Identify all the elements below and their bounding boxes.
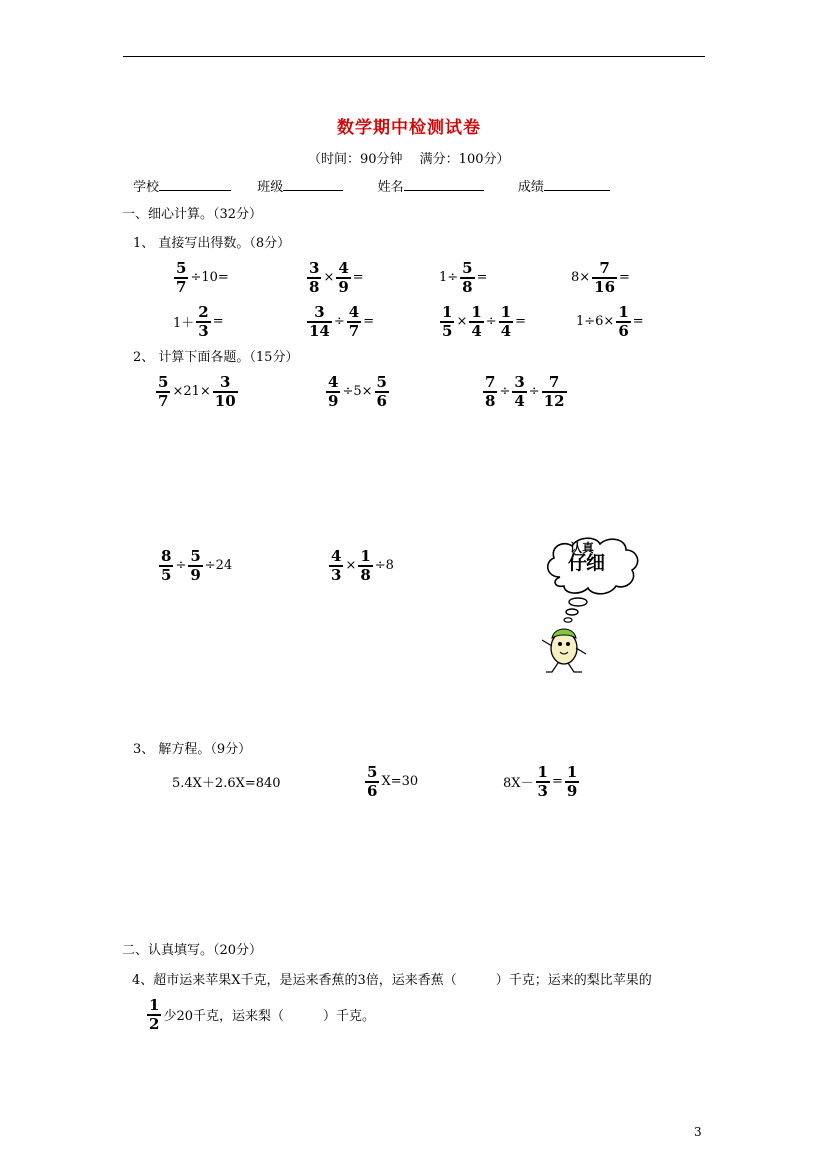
fraction-term: 3	[314, 303, 325, 321]
fraction	[499, 304, 513, 340]
expression-text: ×	[456, 314, 468, 330]
fraction	[365, 764, 379, 800]
expression-text: ×21×	[172, 384, 211, 400]
fraction-term: 5	[376, 373, 387, 391]
fraction-term: 4	[500, 321, 512, 340]
fraction-term: 6	[618, 321, 629, 340]
fraction-term: 3	[514, 373, 525, 391]
expression-text: ×	[323, 270, 335, 286]
fraction-term: 4	[331, 547, 342, 565]
fraction	[536, 764, 550, 800]
fraction-term: 5	[161, 565, 172, 584]
fraction	[483, 374, 497, 410]
fraction-term: 8	[462, 277, 473, 296]
expression-text: 1＋	[173, 316, 195, 332]
fraction-term: 7	[348, 321, 360, 340]
fraction	[565, 764, 579, 800]
fraction-term: 2	[198, 303, 209, 321]
q1-expr-5	[172, 304, 225, 340]
expression-text: =	[476, 270, 488, 286]
fraction-term: 3	[537, 781, 548, 800]
fraction	[307, 260, 321, 296]
q4-line-2	[146, 997, 376, 1033]
expression-text: ÷	[485, 314, 497, 330]
field-score-label: 成绩	[517, 180, 544, 195]
expression-text: X=30	[381, 774, 419, 790]
fraction	[188, 548, 202, 584]
fraction-term: 3	[309, 259, 320, 277]
q1-expr-3	[438, 260, 489, 296]
expression-text: =	[632, 314, 644, 330]
fraction-term: 6	[367, 781, 378, 800]
q1-expr-8	[575, 304, 645, 340]
fraction	[375, 374, 389, 410]
fraction-term: 5	[367, 763, 378, 781]
expression-text: 8X－	[503, 776, 534, 792]
expression-text: ÷24	[204, 558, 233, 574]
bubble-text-2: 认真	[570, 541, 595, 555]
field-school-label: 学校	[133, 180, 160, 195]
fraction-term: 1	[471, 303, 482, 321]
bubble-text: 仔细	[568, 552, 605, 574]
section2-heading: 二、认真填写。（20分）	[122, 943, 263, 958]
field-name-label: 姓名	[377, 180, 404, 195]
field-score-blank[interactable]	[544, 176, 610, 191]
fraction	[326, 374, 340, 410]
fraction-term: 1	[500, 303, 512, 321]
fraction-term: 1	[149, 996, 160, 1014]
q2-expr-1	[155, 374, 239, 410]
fraction-term: 8	[161, 547, 172, 565]
info-fields	[133, 176, 610, 196]
q3-expr-2	[364, 764, 419, 800]
fraction-term: 10	[214, 391, 236, 410]
fraction	[156, 374, 170, 410]
fraction-term: 5	[190, 547, 201, 565]
expression-text: ÷	[499, 384, 511, 400]
fraction-term: 9	[328, 391, 339, 410]
fraction	[592, 260, 617, 296]
field-class-label: 班级	[257, 180, 284, 195]
fraction-term: 7	[548, 373, 560, 391]
fraction	[174, 260, 188, 296]
expression-text: ×	[345, 558, 357, 574]
fraction-term: 9	[566, 781, 578, 800]
page-title: 数学期中检测试卷	[337, 118, 481, 138]
expression-text: =	[363, 314, 375, 330]
fraction-term: 1	[618, 303, 629, 321]
fraction-term: 7	[599, 259, 610, 277]
q4-line-1: 4、超市运来苹果X千克，是运来香蕉的3倍，运来香蕉（ ）千克；运来的梨比苹果的	[132, 973, 652, 988]
q1-expr-6	[306, 304, 375, 340]
fraction-term: 1	[537, 763, 548, 781]
fraction-term: 3	[198, 321, 209, 340]
q3-expr-1: 5.4X＋2.6X=840	[172, 776, 281, 791]
expression-text: 8×	[571, 270, 591, 286]
expression-text: 少20千克，运来梨（ ）千克。	[163, 1009, 375, 1025]
fraction-term: 7	[176, 277, 187, 296]
fraction-term: 5	[176, 259, 187, 277]
expression-text: =	[352, 270, 364, 286]
expression-text: ÷8	[374, 558, 394, 574]
fraction-term: 4	[338, 259, 349, 277]
fraction-term: 1	[360, 547, 371, 565]
fraction-term: 4	[471, 321, 482, 340]
expression-text: ÷	[528, 384, 540, 400]
fraction	[307, 304, 332, 340]
q2-expr-5	[328, 548, 395, 584]
fraction	[542, 374, 567, 410]
fraction-term: 5	[158, 373, 169, 391]
fraction-term: 9	[190, 565, 201, 584]
expression-text: 1÷6×	[576, 314, 615, 330]
fraction-term: 14	[309, 321, 330, 340]
exam-subtitle: （时间：90分钟 满分：100分）	[308, 152, 510, 167]
fraction-term: 6	[376, 391, 387, 410]
field-school-blank[interactable]	[159, 176, 231, 191]
fraction	[460, 260, 474, 296]
expression-text: 1÷	[439, 270, 459, 286]
fraction	[512, 374, 526, 410]
expression-text: ÷10=	[190, 270, 229, 286]
page-number: 3	[694, 1125, 702, 1139]
fraction-term: 7	[158, 391, 169, 410]
expression-text: =	[619, 270, 630, 286]
fraction-term: 4	[328, 373, 339, 391]
fraction-term: 7	[485, 373, 496, 391]
fraction-term: 5	[462, 259, 473, 277]
fraction-term: 4	[514, 391, 525, 410]
fraction-term: 9	[338, 277, 349, 296]
q3-heading: 3、 解方程。（9分）	[133, 742, 252, 757]
expression-text: =	[212, 314, 224, 330]
q1-heading: 1、 直接写出得数。（8分）	[133, 236, 291, 251]
q1-expr-4	[570, 260, 631, 296]
expression-text: =	[515, 314, 527, 330]
fraction	[440, 304, 454, 340]
fraction-term: 2	[149, 1014, 160, 1033]
header-rule	[123, 56, 705, 57]
fraction-term: 1	[566, 763, 578, 781]
fraction-term: 8	[485, 391, 496, 410]
fraction-term: 5	[442, 321, 453, 340]
expression-text: ÷	[175, 558, 187, 574]
fraction-term: 8	[309, 277, 320, 296]
fraction	[329, 548, 343, 584]
fraction	[347, 304, 361, 340]
fraction	[213, 374, 238, 410]
field-name-blank[interactable]	[404, 176, 484, 191]
q2-expr-4	[158, 548, 233, 584]
fraction	[336, 260, 350, 296]
fraction	[196, 304, 210, 340]
fraction-term: 3	[331, 565, 342, 584]
q1-expr-7	[439, 304, 527, 340]
expression-text: =	[551, 774, 563, 790]
q2-expr-2	[325, 374, 390, 410]
q3-expr-3	[502, 764, 580, 800]
q1-expr-1	[173, 260, 230, 296]
q2-heading: 2、 计算下面各题。（15分）	[133, 350, 299, 365]
q2-expr-3	[482, 374, 568, 410]
fraction-term: 8	[360, 565, 371, 584]
fraction-term: 4	[348, 303, 360, 321]
q1-expr-2	[306, 260, 365, 296]
fraction	[616, 304, 630, 340]
fraction	[469, 304, 483, 340]
expression-text: ÷5×	[342, 384, 373, 400]
section1-heading: 一、细心计算。（32分）	[122, 207, 263, 222]
fraction-term: 16	[594, 277, 616, 296]
fraction	[147, 997, 161, 1033]
fraction	[358, 548, 372, 584]
field-class-blank[interactable]	[283, 176, 343, 191]
fraction-term: 12	[543, 391, 565, 410]
fraction-term: 1	[442, 303, 453, 321]
mascot-illustration	[540, 532, 650, 677]
fraction	[159, 548, 173, 584]
fraction-term: 3	[219, 373, 231, 391]
expression-text: ÷	[333, 314, 345, 330]
